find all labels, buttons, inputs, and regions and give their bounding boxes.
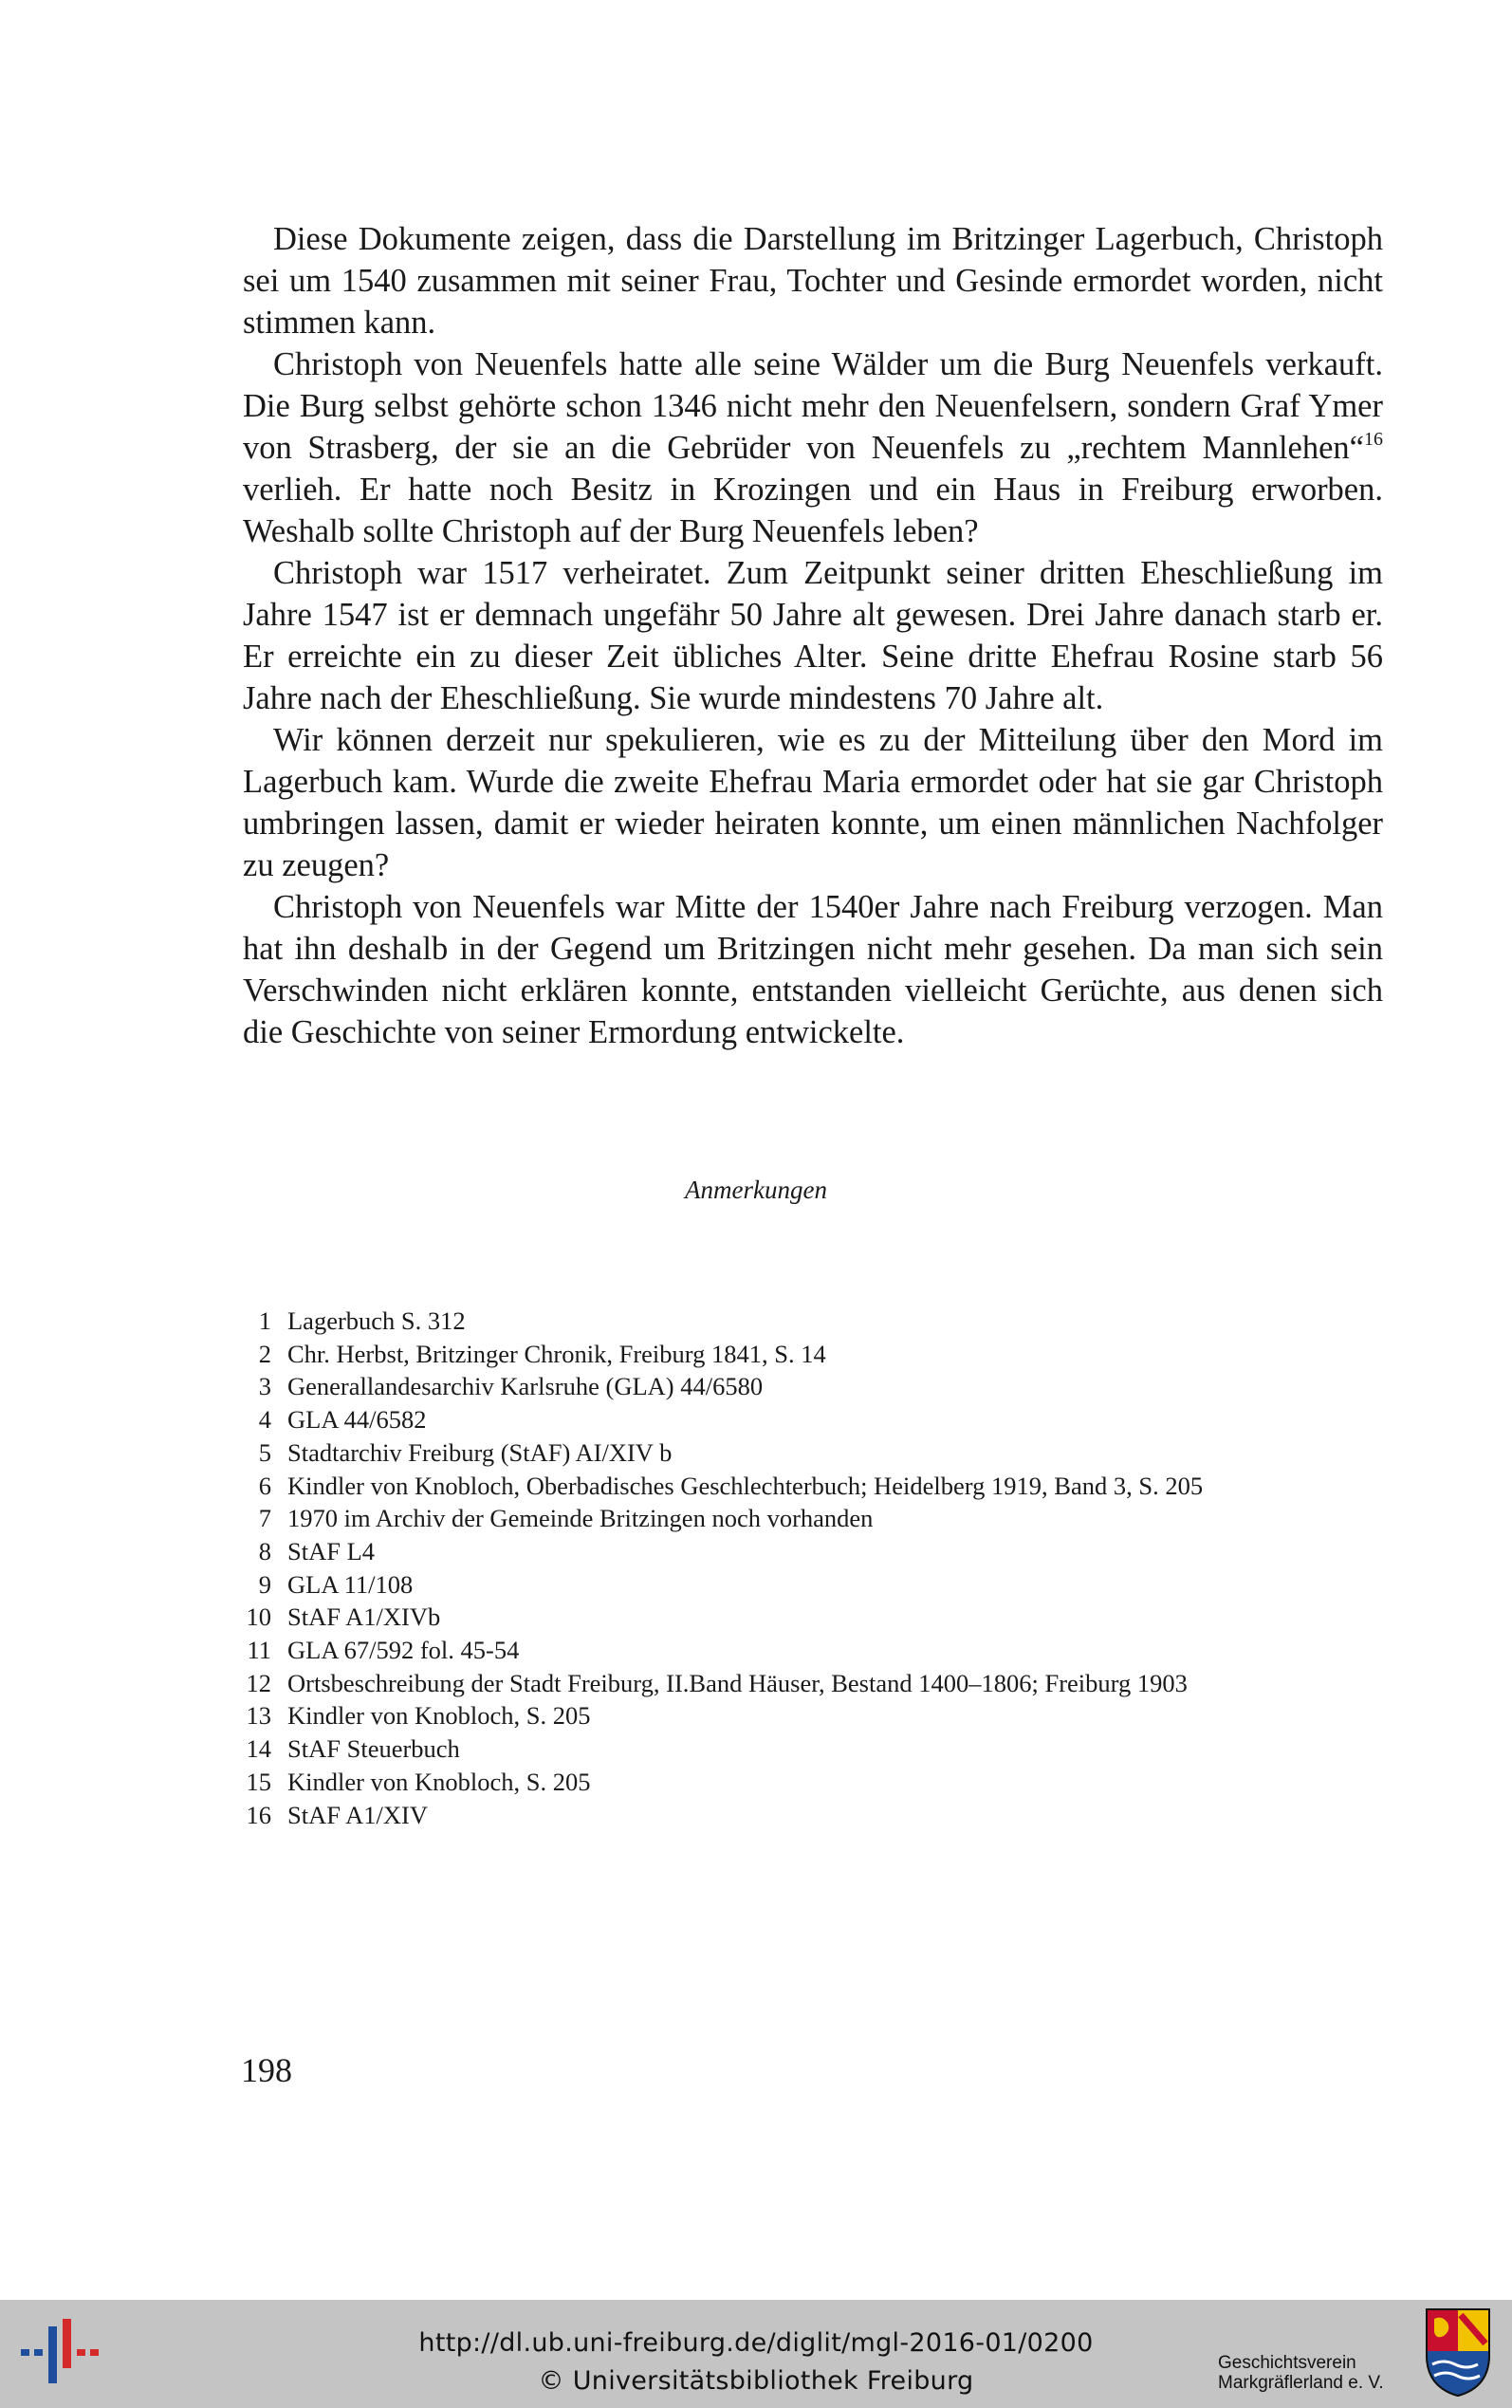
footnote-item bbox=[228, 1305, 1385, 1338]
footnote-number: 8 bbox=[258, 1536, 271, 1565]
footnote-item bbox=[228, 1634, 1385, 1667]
footnote-number: 2 bbox=[258, 1339, 271, 1368]
notes-list bbox=[228, 1305, 1385, 1831]
footnote-item bbox=[228, 1667, 1385, 1700]
footnote-number: 14 bbox=[246, 1734, 271, 1764]
footnote-number: 4 bbox=[258, 1405, 271, 1435]
footnote-number: 15 bbox=[246, 1767, 271, 1796]
footnote-number: 16 bbox=[246, 1800, 271, 1829]
footnote-text: Generallandesarchiv Karlsruhe (GLA) 44/6580 bbox=[287, 1372, 764, 1401]
footer-copyright: © Universitätsbibliothek Freiburg bbox=[538, 2366, 974, 2396]
footnote-number: 10 bbox=[246, 1602, 271, 1632]
footnote-item bbox=[228, 1535, 1385, 1568]
footnote-ref[interactable]: 16 bbox=[1364, 429, 1383, 450]
footnote-item bbox=[228, 1436, 1385, 1470]
footnote-text: 1970 im Archiv der Gemeinde Britzingen noch vorhanden bbox=[287, 1504, 874, 1533]
footnote-text: StAF A1/XIVb bbox=[287, 1602, 441, 1632]
footnote-number: 12 bbox=[246, 1668, 271, 1697]
paragraph: Christoph war 1517 verheiratet. Zum Zeitpunkt seiner dritten Eheschließung im Jahre 1547 ist er demnach ungefähr 50 Jahre alt gewesen. Drei Jahre danach starb er. Er erreichte ein zu dieser Zeit übliches Alter. Seine dritte Ehefrau Rosine starb 56 Jahre nach der Eheschließung. Sie wurde mindestens 70 Jahre alt. bbox=[243, 555, 1383, 716]
paragraph: Christoph von Neuenfels war Mitte der 1540er Jahre nach Freiburg verzogen. Man hat ihn deshalb in der Gegend um Britzingen nicht mehr gesehen. Da man sich sein Verschwinden nicht erklären konnte, entstanden vielleicht Gerüchte, aus denen sich die Geschichte von seiner Ermordung entwickelte. bbox=[243, 889, 1383, 1050]
society-line-2: Markgräflerland e. V. bbox=[1218, 2373, 1384, 2393]
footnote-text: GLA 44/6582 bbox=[287, 1405, 427, 1435]
footnote-number: 11 bbox=[247, 1636, 271, 1665]
footnote-text: Kindler von Knobloch, S. 205 bbox=[287, 1767, 591, 1796]
paragraph: Wir können derzeit nur spekulieren, wie es zu der Mitteilung über den Mord im Lagerbuch kam. Wurde die zweite Ehefrau Maria ermordet oder hat sie gar Christoph umbringen lassen, damit er wieder heiraten konnte, um einen männlichen Nachfolger zu zeugen? bbox=[243, 722, 1383, 883]
footnote-item bbox=[228, 1699, 1385, 1732]
footnote-item bbox=[228, 1470, 1385, 1503]
footnote-text: Stadtarchiv Freiburg (StAF) AI/XIV b bbox=[287, 1437, 673, 1467]
footnote-text: GLA 11/108 bbox=[287, 1569, 414, 1599]
footnote-number: 13 bbox=[246, 1701, 271, 1731]
footnote-number: 3 bbox=[258, 1372, 271, 1401]
footnote-item bbox=[228, 1403, 1385, 1436]
footnote-text: Lagerbuch S. 312 bbox=[287, 1306, 466, 1335]
footnote-number: 9 bbox=[258, 1569, 271, 1599]
page-number: 198 bbox=[241, 2051, 292, 2089]
footer-url-link[interactable]: http://dl.ub.uni-freiburg.de/diglit/mgl-2016-01/0200 bbox=[418, 2328, 1094, 2358]
footnote-text: StAF A1/XIV bbox=[287, 1800, 428, 1829]
footnote-item bbox=[228, 1502, 1385, 1535]
footnote-text: GLA 67/592 fol. 45-54 bbox=[287, 1636, 520, 1665]
footnote-item bbox=[228, 1370, 1385, 1403]
paragraph-text: verlieh. Er hatte noch Besitz in Krozingen und ein Haus in Freiburg erworben. Weshalb sollte Christoph auf der Burg Neuenfels leben? bbox=[243, 472, 1383, 549]
society-name[interactable] bbox=[1218, 2353, 1384, 2393]
paragraph: Diese Dokumente zeigen, dass die Darstellung im Britzinger Lagerbuch, Christoph sei um 1540 zusammen mit seiner Frau, Tochter und Gesinde ermordet worden, nicht stimmen kann. bbox=[243, 221, 1383, 341]
paragraph-text: Christoph von Neuenfels hatte alle seine Wälder um die Burg Neuenfels verkauft. Die Burg selbst gehörte schon 1346 nicht mehr den Neuenfelsern, sondern Graf Ymer von Strasberg, der sie an die Gebrüder von Neuenfels zu „rechtem Mannlehen“ bbox=[243, 346, 1383, 466]
footnote-text: Kindler von Knobloch, Oberbadisches Geschlechterbuch; Heidelberg 1919, Band 3, S. 205 bbox=[287, 1471, 1204, 1500]
footnote-item bbox=[228, 1338, 1385, 1371]
coat-of-arms-icon[interactable] bbox=[1423, 2306, 1493, 2399]
footnote-item bbox=[228, 1799, 1385, 1832]
footnote-text: StAF Steuerbuch bbox=[287, 1734, 460, 1764]
footnote-text: Kindler von Knobloch, S. 205 bbox=[287, 1701, 591, 1731]
footnote-number: 7 bbox=[258, 1504, 271, 1533]
footnote-item bbox=[228, 1601, 1385, 1634]
footnote-item bbox=[228, 1766, 1385, 1799]
notes-heading: Anmerkungen bbox=[685, 1176, 827, 1204]
footnote-item bbox=[228, 1732, 1385, 1766]
main-text bbox=[243, 218, 1383, 1053]
footnote-text: Chr. Herbst, Britzinger Chronik, Freiburg 1841, S. 14 bbox=[287, 1339, 826, 1368]
footnote-item bbox=[228, 1568, 1385, 1602]
footnote-number: 5 bbox=[258, 1437, 271, 1467]
footnote-text: StAF L4 bbox=[287, 1536, 376, 1565]
footnote-number: 1 bbox=[258, 1306, 271, 1335]
footnote-text: Ortsbeschreibung der Stadt Freiburg, II.Band Häuser, Bestand 1400–1806; Freiburg 1903 bbox=[287, 1668, 1188, 1697]
society-line-1: Geschichtsverein bbox=[1218, 2353, 1356, 2373]
paragraph bbox=[243, 343, 1383, 552]
footnote-number: 6 bbox=[258, 1471, 271, 1500]
